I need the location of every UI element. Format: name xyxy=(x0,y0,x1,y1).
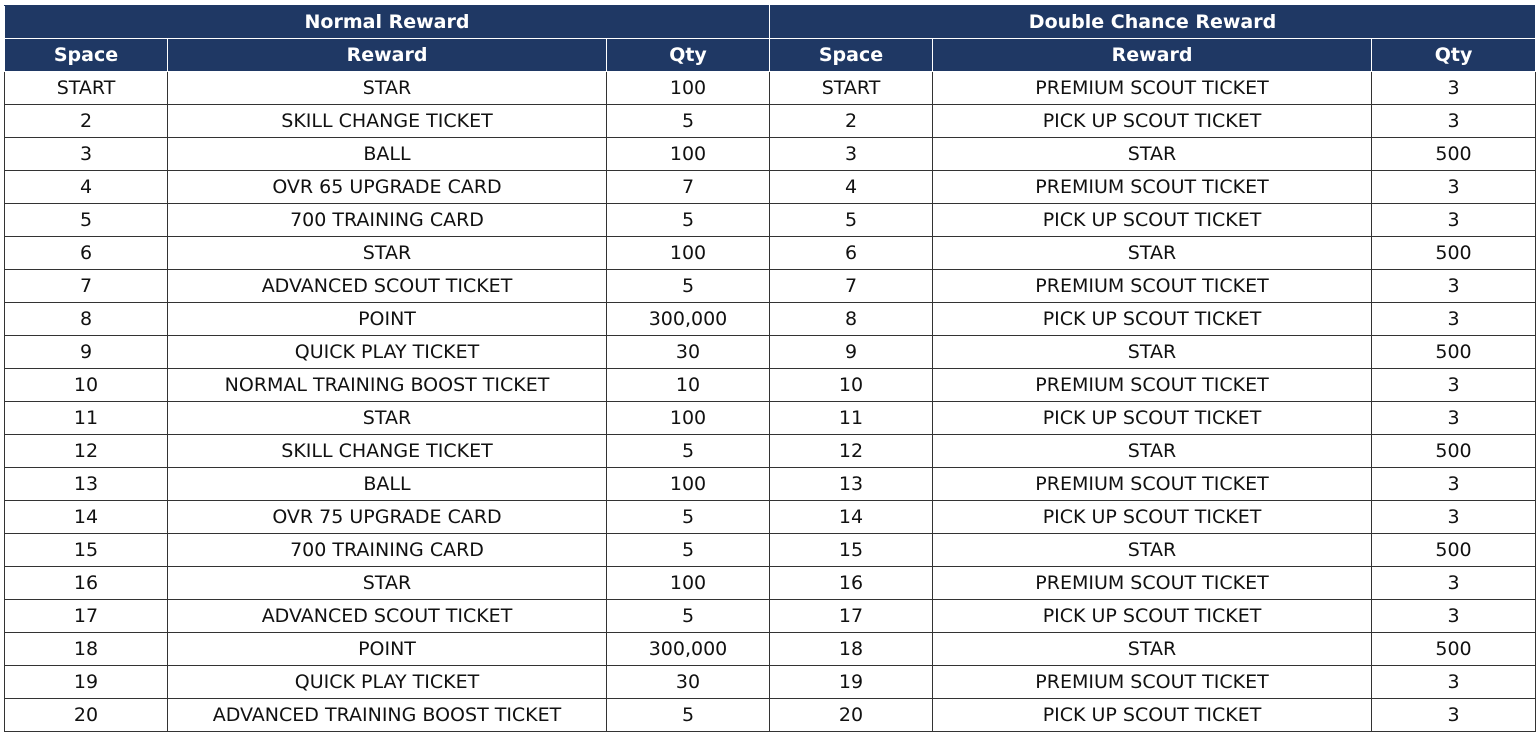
normal-reward-cell: STAR xyxy=(168,237,607,270)
normal-reward-cell: STAR xyxy=(168,567,607,600)
normal-qty-cell: 5 xyxy=(607,699,770,732)
group-header-row xyxy=(5,6,1536,39)
double-qty-cell: 3 xyxy=(1372,72,1536,105)
normal-qty-cell: 100 xyxy=(607,237,770,270)
normal-reward-cell: NORMAL TRAINING BOOST TICKET xyxy=(168,369,607,402)
normal-qty-cell: 100 xyxy=(607,72,770,105)
double-space-header: Space xyxy=(770,39,933,72)
normal-reward-cell: POINT xyxy=(168,633,607,666)
normal-reward-cell: QUICK PLAY TICKET xyxy=(168,666,607,699)
normal-reward-cell: SKILL CHANGE TICKET xyxy=(168,435,607,468)
normal-space-cell: 19 xyxy=(5,666,168,699)
double-space-cell: 10 xyxy=(770,369,933,402)
double-reward-cell: PREMIUM SCOUT TICKET xyxy=(933,72,1372,105)
normal-reward-cell: QUICK PLAY TICKET xyxy=(168,336,607,369)
normal-qty-cell: 10 xyxy=(607,369,770,402)
normal-reward-cell: STAR xyxy=(168,402,607,435)
normal-reward-cell: ADVANCED TRAINING BOOST TICKET xyxy=(168,699,607,732)
normal-space-cell: 6 xyxy=(5,237,168,270)
table-row xyxy=(5,699,1536,732)
normal-reward-cell: 700 TRAINING CARD xyxy=(168,534,607,567)
table-row xyxy=(5,534,1536,567)
double-space-cell: 4 xyxy=(770,171,933,204)
normal-space-cell: 12 xyxy=(5,435,168,468)
normal-qty-cell: 7 xyxy=(607,171,770,204)
double-reward-cell: STAR xyxy=(933,138,1372,171)
normal-space-cell: 14 xyxy=(5,501,168,534)
table-row xyxy=(5,72,1536,105)
double-space-cell: 13 xyxy=(770,468,933,501)
double-reward-cell: PICK UP SCOUT TICKET xyxy=(933,204,1372,237)
normal-space-cell: 2 xyxy=(5,105,168,138)
table-row xyxy=(5,600,1536,633)
normal-qty-cell: 5 xyxy=(607,501,770,534)
reward-table xyxy=(4,5,1536,732)
normal-qty-cell: 30 xyxy=(607,336,770,369)
normal-reward-cell: POINT xyxy=(168,303,607,336)
normal-reward-header: Reward xyxy=(168,39,607,72)
normal-reward-cell: ADVANCED SCOUT TICKET xyxy=(168,270,607,303)
double-space-cell: 6 xyxy=(770,237,933,270)
normal-reward-cell: SKILL CHANGE TICKET xyxy=(168,105,607,138)
table-row xyxy=(5,303,1536,336)
normal-space-cell: START xyxy=(5,72,168,105)
double-qty-cell: 3 xyxy=(1372,171,1536,204)
double-qty-cell: 3 xyxy=(1372,402,1536,435)
normal-reward-cell: OVR 75 UPGRADE CARD xyxy=(168,501,607,534)
double-space-cell: 7 xyxy=(770,270,933,303)
normal-qty-header: Qty xyxy=(607,39,770,72)
double-qty-cell: 3 xyxy=(1372,468,1536,501)
normal-reward-cell: 700 TRAINING CARD xyxy=(168,204,607,237)
normal-qty-cell: 100 xyxy=(607,468,770,501)
double-space-cell: 18 xyxy=(770,633,933,666)
double-space-cell: 17 xyxy=(770,600,933,633)
table-row xyxy=(5,204,1536,237)
double-qty-cell: 500 xyxy=(1372,435,1536,468)
table-row xyxy=(5,633,1536,666)
normal-reward-cell: OVR 65 UPGRADE CARD xyxy=(168,171,607,204)
normal-space-cell: 13 xyxy=(5,468,168,501)
normal-qty-cell: 100 xyxy=(607,567,770,600)
double-qty-cell: 500 xyxy=(1372,336,1536,369)
double-reward-cell: STAR xyxy=(933,534,1372,567)
table-row xyxy=(5,138,1536,171)
normal-qty-cell: 300,000 xyxy=(607,303,770,336)
double-space-cell: 20 xyxy=(770,699,933,732)
double-space-cell: 11 xyxy=(770,402,933,435)
table-row xyxy=(5,369,1536,402)
double-space-cell: 16 xyxy=(770,567,933,600)
double-space-cell: 2 xyxy=(770,105,933,138)
double-qty-cell: 3 xyxy=(1372,105,1536,138)
table-row xyxy=(5,336,1536,369)
double-qty-cell: 3 xyxy=(1372,270,1536,303)
table-row xyxy=(5,237,1536,270)
table-row xyxy=(5,171,1536,204)
double-reward-cell: PREMIUM SCOUT TICKET xyxy=(933,666,1372,699)
double-qty-cell: 3 xyxy=(1372,369,1536,402)
table-row xyxy=(5,666,1536,699)
normal-space-cell: 5 xyxy=(5,204,168,237)
double-qty-cell: 3 xyxy=(1372,204,1536,237)
table-row xyxy=(5,270,1536,303)
double-qty-cell: 500 xyxy=(1372,633,1536,666)
double-qty-cell: 3 xyxy=(1372,600,1536,633)
normal-space-header: Space xyxy=(5,39,168,72)
normal-qty-cell: 300,000 xyxy=(607,633,770,666)
double-space-cell: 5 xyxy=(770,204,933,237)
double-space-cell: 8 xyxy=(770,303,933,336)
table-row xyxy=(5,435,1536,468)
table-row xyxy=(5,105,1536,138)
normal-space-cell: 9 xyxy=(5,336,168,369)
double-space-cell: 19 xyxy=(770,666,933,699)
normal-space-cell: 11 xyxy=(5,402,168,435)
normal-space-cell: 18 xyxy=(5,633,168,666)
normal-qty-cell: 5 xyxy=(607,105,770,138)
normal-reward-cell: BALL xyxy=(168,138,607,171)
column-header-row xyxy=(5,39,1536,72)
normal-space-cell: 7 xyxy=(5,270,168,303)
double-space-cell: START xyxy=(770,72,933,105)
normal-qty-cell: 5 xyxy=(607,435,770,468)
double-space-cell: 15 xyxy=(770,534,933,567)
normal-qty-cell: 5 xyxy=(607,600,770,633)
double-qty-header: Qty xyxy=(1372,39,1536,72)
double-space-cell: 12 xyxy=(770,435,933,468)
table-row xyxy=(5,402,1536,435)
double-qty-cell: 3 xyxy=(1372,567,1536,600)
double-qty-cell: 3 xyxy=(1372,501,1536,534)
double-reward-cell: PREMIUM SCOUT TICKET xyxy=(933,270,1372,303)
double-reward-cell: STAR xyxy=(933,336,1372,369)
normal-space-cell: 15 xyxy=(5,534,168,567)
normal-reward-cell: STAR xyxy=(168,72,607,105)
double-reward-cell: PICK UP SCOUT TICKET xyxy=(933,600,1372,633)
normal-reward-cell: ADVANCED SCOUT TICKET xyxy=(168,600,607,633)
normal-space-cell: 10 xyxy=(5,369,168,402)
normal-reward-group-header: Normal Reward xyxy=(5,6,770,39)
double-reward-cell: PICK UP SCOUT TICKET xyxy=(933,501,1372,534)
double-space-cell: 3 xyxy=(770,138,933,171)
normal-qty-cell: 100 xyxy=(607,402,770,435)
double-reward-cell: PREMIUM SCOUT TICKET xyxy=(933,171,1372,204)
double-reward-cell: PICK UP SCOUT TICKET xyxy=(933,402,1372,435)
double-reward-cell: PICK UP SCOUT TICKET xyxy=(933,699,1372,732)
normal-qty-cell: 5 xyxy=(607,204,770,237)
double-reward-cell: PREMIUM SCOUT TICKET xyxy=(933,567,1372,600)
double-qty-cell: 500 xyxy=(1372,138,1536,171)
table-row xyxy=(5,567,1536,600)
normal-space-cell: 3 xyxy=(5,138,168,171)
normal-qty-cell: 100 xyxy=(607,138,770,171)
double-reward-header: Reward xyxy=(933,39,1372,72)
double-space-cell: 9 xyxy=(770,336,933,369)
normal-space-cell: 16 xyxy=(5,567,168,600)
normal-space-cell: 17 xyxy=(5,600,168,633)
double-reward-cell: PICK UP SCOUT TICKET xyxy=(933,303,1372,336)
double-reward-cell: PREMIUM SCOUT TICKET xyxy=(933,468,1372,501)
double-space-cell: 14 xyxy=(770,501,933,534)
double-qty-cell: 3 xyxy=(1372,666,1536,699)
double-qty-cell: 500 xyxy=(1372,237,1536,270)
double-reward-cell: STAR xyxy=(933,633,1372,666)
normal-qty-cell: 5 xyxy=(607,534,770,567)
normal-space-cell: 20 xyxy=(5,699,168,732)
double-chance-reward-group-header: Double Chance Reward xyxy=(770,6,1536,39)
double-qty-cell: 3 xyxy=(1372,699,1536,732)
normal-space-cell: 8 xyxy=(5,303,168,336)
double-qty-cell: 500 xyxy=(1372,534,1536,567)
double-reward-cell: STAR xyxy=(933,435,1372,468)
double-qty-cell: 3 xyxy=(1372,303,1536,336)
double-reward-cell: STAR xyxy=(933,237,1372,270)
reward-rows xyxy=(5,72,1536,732)
normal-space-cell: 4 xyxy=(5,171,168,204)
normal-qty-cell: 30 xyxy=(607,666,770,699)
table-row xyxy=(5,468,1536,501)
normal-qty-cell: 5 xyxy=(607,270,770,303)
double-reward-cell: PREMIUM SCOUT TICKET xyxy=(933,369,1372,402)
normal-reward-cell: BALL xyxy=(168,468,607,501)
double-reward-cell: PICK UP SCOUT TICKET xyxy=(933,105,1372,138)
table-row xyxy=(5,501,1536,534)
